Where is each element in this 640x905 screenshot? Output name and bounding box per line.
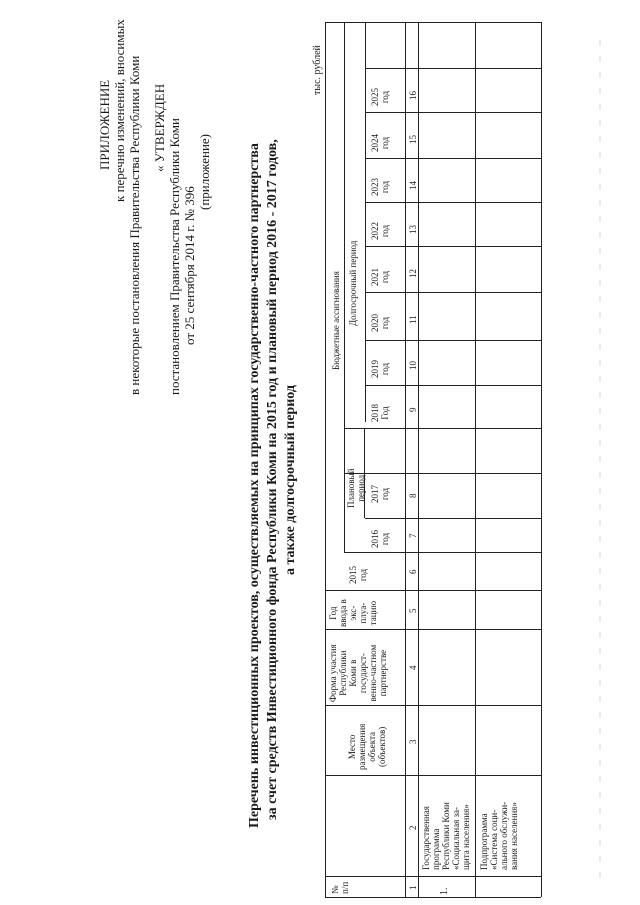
num-14: 14: [408, 181, 418, 190]
approved-label: « УТВЕРЖДЕН: [152, 83, 167, 172]
num-13: 13: [408, 225, 418, 234]
year-2018-header: 2018 Год: [370, 404, 390, 422]
num-9: 9: [408, 407, 418, 412]
header-line-3: в некоторые постановления Правительства Республики Коми: [127, 55, 142, 395]
row1-number: 1.: [439, 887, 450, 895]
year-2025-header: 2025 год: [370, 88, 390, 106]
year-2022-header: 2022 год: [370, 222, 390, 240]
num-1: 1: [408, 885, 418, 890]
num-8: 8: [408, 493, 418, 498]
num-11: 11: [408, 315, 418, 324]
num-10: 10: [408, 361, 418, 370]
title-line-2: за счет средств Инвестиционного фонда Республики Коми на 2015 год и плановый период 2016 - 2017 годов,: [265, 139, 280, 820]
year-2015-header: 2015 год: [348, 566, 368, 584]
year-2023-header: 2023 год: [370, 178, 390, 196]
num-2: 2: [408, 825, 418, 830]
year-2020-header: 2020 год: [370, 314, 390, 332]
budget-header: Бюджетные ассигнования: [331, 271, 341, 370]
header-line-7: (приложение): [197, 133, 212, 210]
num-7: 7: [408, 533, 418, 538]
title-line-1: Перечень инвестиционных проектов, осуществляемых на принципах государственно-частного партнерства: [247, 143, 262, 828]
col-year-header: Год ввода в экс- плуа- тацию: [328, 599, 378, 627]
num-3: 3: [408, 739, 418, 744]
header-line-5: постановлением Правительства Республики Коми: [167, 118, 182, 395]
longterm-header: Долгосрочный период: [348, 240, 358, 326]
col-no-header: № п/п: [330, 881, 350, 894]
col-place-header: Место размещения объекта (объектов): [347, 723, 387, 770]
num-15: 15: [408, 135, 418, 144]
num-4: 4: [408, 665, 418, 670]
row1-program-name: Государственная программа Республики Коми «Социальная за- щита населения»: [421, 802, 471, 870]
num-12: 12: [408, 269, 418, 278]
appendix-label: ПРИЛОЖЕНИЕ: [97, 79, 112, 170]
year-2021-header: 2021 год: [370, 268, 390, 286]
num-6: 6: [408, 569, 418, 574]
num-5: 5: [408, 608, 418, 613]
year-2019-header: 2019 год: [370, 360, 390, 378]
year-2024-header: 2024 год: [370, 134, 390, 152]
year-2016-header: 2016 год: [370, 530, 390, 548]
header-line-6: от 25 сентября 2014 г. № 396: [182, 186, 197, 345]
title-line-3: а также долгосрочный период: [283, 385, 298, 575]
col-form-header: Форма участия Республики Коми в государст- венно-частном партнерстве: [328, 644, 388, 702]
year-2017-header: 2017 год: [370, 485, 390, 503]
units-label: тыс. рублей: [312, 45, 323, 95]
row2-subprogram-name: Подпрограмма «Система соци- ального обслужи- вания населения»: [479, 801, 519, 870]
header-line-2: к перечню изменений, вносимых: [112, 19, 127, 202]
planned-period-header: Плановый период: [346, 468, 366, 508]
num-16: 16: [408, 91, 418, 100]
